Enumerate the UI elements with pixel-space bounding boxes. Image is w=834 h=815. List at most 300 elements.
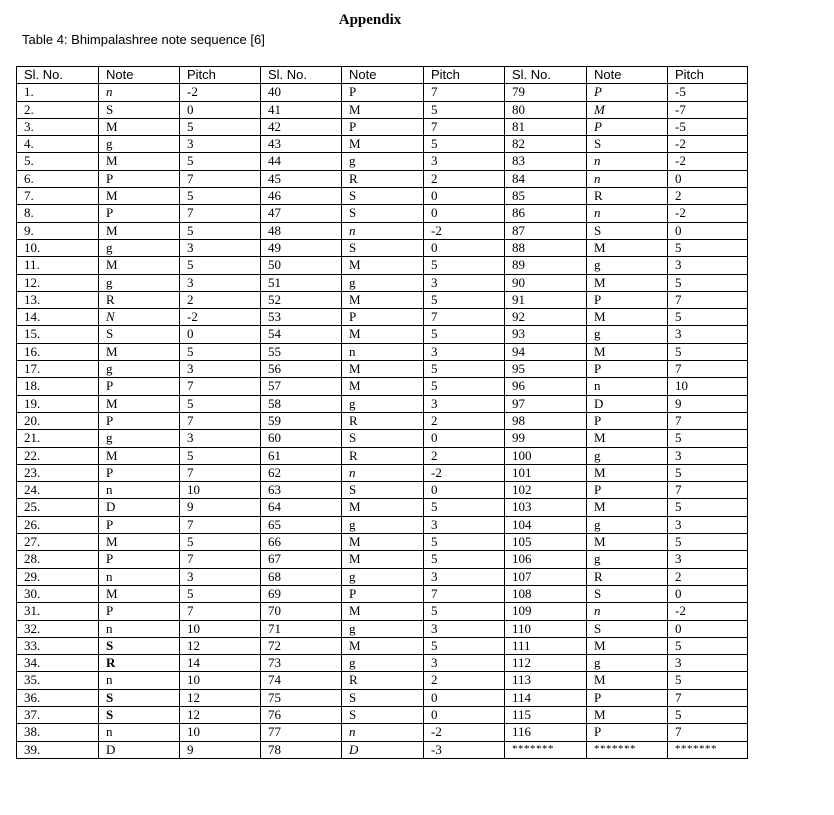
sl-no-cell: 114 [505,689,587,706]
sl-no-cell: 103 [505,499,587,516]
sl-no-cell: 28. [17,551,99,568]
pitch-cell: 0 [424,482,505,499]
pitch-cell: 0 [668,585,748,602]
sl-no-cell: 67 [261,551,342,568]
sl-no-cell: 61 [261,447,342,464]
note-cell: M [587,499,668,516]
sl-no-cell: 53 [261,309,342,326]
pitch-cell: 3 [668,326,748,343]
sl-no-cell: 60 [261,430,342,447]
note-cell: n [99,84,180,101]
note-cell: D [587,395,668,412]
pitch-cell: 5 [668,239,748,256]
pitch-cell: 5 [180,395,261,412]
pitch-cell: 7 [668,724,748,741]
pitch-cell: 7 [180,516,261,533]
table-row [17,482,748,499]
note-cell: g [342,153,424,170]
note-cell: P [99,378,180,395]
pitch-cell: ******* [668,741,748,758]
sl-no-cell: 98 [505,412,587,429]
sl-no-cell: 47 [261,205,342,222]
sl-no-cell: 17. [17,361,99,378]
note-cell: M [99,395,180,412]
pitch-cell: 5 [180,257,261,274]
note-cell: g [342,655,424,672]
pitch-cell: 10 [180,482,261,499]
sl-no-cell: 49 [261,239,342,256]
sl-no-cell: 91 [505,291,587,308]
pitch-cell: 7 [180,412,261,429]
pitch-cell: 5 [424,637,505,654]
pitch-cell: 5 [424,101,505,118]
pitch-cell: 10 [668,378,748,395]
note-cell: P [342,118,424,135]
sl-no-cell: 32. [17,620,99,637]
pitch-cell: 3 [424,343,505,360]
note-cell: M [587,343,668,360]
note-cell: g [587,516,668,533]
pitch-cell: 9 [180,499,261,516]
table-body [17,67,748,759]
note-cell: n [587,170,668,187]
pitch-cell: 5 [424,326,505,343]
pitch-cell: 7 [668,412,748,429]
pitch-cell: 3 [424,655,505,672]
pitch-cell: 3 [424,274,505,291]
note-cell: M [99,585,180,602]
sl-no-cell: 65 [261,516,342,533]
pitch-cell: 5 [424,603,505,620]
note-sequence-table [16,66,748,759]
note-cell: M [99,118,180,135]
note-cell: g [99,430,180,447]
pitch-cell: 12 [180,706,261,723]
pitch-cell: 7 [668,291,748,308]
table-row [17,603,748,620]
sl-no-cell: 71 [261,620,342,637]
note-cell: R [99,655,180,672]
pitch-cell: 5 [424,361,505,378]
pitch-cell: 5 [668,430,748,447]
note-cell: M [99,188,180,205]
sl-no-cell: 69 [261,585,342,602]
sl-no-cell: 108 [505,585,587,602]
pitch-cell: 0 [424,706,505,723]
sl-no-cell: 74 [261,672,342,689]
pitch-cell: 5 [424,291,505,308]
sl-no-cell: 105 [505,534,587,551]
pitch-cell: 3 [180,361,261,378]
note-cell: S [342,482,424,499]
sl-no-cell: 84 [505,170,587,187]
note-cell: n [342,343,424,360]
sl-no-cell: 100 [505,447,587,464]
note-cell: R [587,568,668,585]
sl-no-cell: 63 [261,482,342,499]
note-cell: P [99,603,180,620]
table-row [17,412,748,429]
pitch-cell: 7 [180,205,261,222]
note-cell: P [99,516,180,533]
note-cell: S [587,222,668,239]
sl-no-cell: 9. [17,222,99,239]
pitch-cell: 5 [668,274,748,291]
note-cell: g [587,326,668,343]
note-cell: P [587,412,668,429]
pitch-cell: 5 [180,188,261,205]
pitch-cell: 5 [668,672,748,689]
pitch-cell: 3 [424,568,505,585]
note-cell: n [342,464,424,481]
note-cell: R [99,291,180,308]
sl-no-cell: 88 [505,239,587,256]
note-cell: M [99,534,180,551]
sl-no-cell: 34. [17,655,99,672]
note-cell: n [587,205,668,222]
note-cell: R [342,170,424,187]
note-cell: P [587,361,668,378]
table-row [17,499,748,516]
note-cell: P [99,551,180,568]
sl-no-cell: 56 [261,361,342,378]
pitch-cell: 0 [424,430,505,447]
sl-no-cell: 68 [261,568,342,585]
sl-no-cell: 94 [505,343,587,360]
pitch-cell: 0 [180,101,261,118]
sl-no-cell: 36. [17,689,99,706]
note-cell: M [342,326,424,343]
sl-no-cell: 115 [505,706,587,723]
header-cell: Note [587,67,668,84]
sl-no-cell: 8. [17,205,99,222]
sl-no-cell: ******* [505,741,587,758]
sl-no-cell: 12. [17,274,99,291]
note-cell: S [99,637,180,654]
sl-no-cell: 24. [17,482,99,499]
pitch-cell: 2 [424,170,505,187]
sl-no-cell: 11. [17,257,99,274]
note-cell: g [587,551,668,568]
note-cell: n [587,153,668,170]
sl-no-cell: 40 [261,84,342,101]
note-cell: S [342,430,424,447]
pitch-cell: 7 [668,482,748,499]
sl-no-cell: 93 [505,326,587,343]
pitch-cell: 5 [424,136,505,153]
table-row [17,585,748,602]
sl-no-cell: 46 [261,188,342,205]
table-row [17,343,748,360]
pitch-cell: -2 [668,136,748,153]
sl-no-cell: 52 [261,291,342,308]
pitch-cell: 0 [424,689,505,706]
sl-no-cell: 25. [17,499,99,516]
note-cell: M [587,672,668,689]
note-cell: g [342,620,424,637]
pitch-cell: 5 [668,706,748,723]
note-cell: n [99,672,180,689]
pitch-cell: 2 [424,447,505,464]
note-cell: P [587,689,668,706]
sl-no-cell: 16. [17,343,99,360]
sl-no-cell: 4. [17,136,99,153]
pitch-cell: -5 [668,118,748,135]
note-cell: S [587,585,668,602]
note-cell: P [587,724,668,741]
note-cell: g [587,655,668,672]
table-row [17,395,748,412]
note-cell: P [342,84,424,101]
note-cell: M [99,447,180,464]
table-row [17,84,748,101]
note-cell: S [99,101,180,118]
pitch-cell: 10 [180,724,261,741]
pitch-cell: 5 [424,551,505,568]
sl-no-cell: 110 [505,620,587,637]
sl-no-cell: 73 [261,655,342,672]
pitch-cell: 5 [668,499,748,516]
sl-no-cell: 57 [261,378,342,395]
pitch-cell: 3 [424,395,505,412]
table-row [17,136,748,153]
sl-no-cell: 48 [261,222,342,239]
sl-no-cell: 99 [505,430,587,447]
note-cell: g [99,136,180,153]
table-row [17,326,748,343]
pitch-cell: 0 [668,222,748,239]
sl-no-cell: 76 [261,706,342,723]
pitch-cell: 2 [180,291,261,308]
pitch-cell: 3 [180,430,261,447]
pitch-cell: 3 [180,274,261,291]
table-row [17,724,748,741]
pitch-cell: 3 [668,655,748,672]
note-cell: n [99,724,180,741]
pitch-cell: 5 [668,309,748,326]
table-row [17,170,748,187]
sl-no-cell: 97 [505,395,587,412]
note-cell: n [99,482,180,499]
pitch-cell: 5 [424,499,505,516]
pitch-cell: 0 [668,170,748,187]
sl-no-cell: 109 [505,603,587,620]
sl-no-cell: 19. [17,395,99,412]
note-cell: M [587,430,668,447]
pitch-cell: 7 [424,309,505,326]
note-cell: P [342,585,424,602]
pitch-cell: 3 [424,620,505,637]
table-row [17,361,748,378]
pitch-cell: 2 [668,568,748,585]
header-cell: Pitch [668,67,748,84]
note-cell: n [99,620,180,637]
sl-no-cell: 116 [505,724,587,741]
pitch-cell: 3 [424,516,505,533]
note-cell: g [587,257,668,274]
note-cell: g [342,395,424,412]
sl-no-cell: 23. [17,464,99,481]
table-row [17,672,748,689]
pitch-cell: 7 [180,464,261,481]
table-row [17,205,748,222]
note-cell: g [342,568,424,585]
pitch-cell: -2 [180,309,261,326]
note-cell: M [342,361,424,378]
sl-no-cell: 29. [17,568,99,585]
table-row [17,378,748,395]
sl-no-cell: 96 [505,378,587,395]
pitch-cell: 12 [180,689,261,706]
note-cell: M [342,101,424,118]
table-row [17,464,748,481]
pitch-cell: -2 [668,205,748,222]
note-cell: R [342,412,424,429]
sl-no-cell: 112 [505,655,587,672]
sl-no-cell: 41 [261,101,342,118]
note-cell: S [587,620,668,637]
table-row [17,655,748,672]
note-cell: g [587,447,668,464]
sl-no-cell: 33. [17,637,99,654]
note-cell: S [342,188,424,205]
pitch-cell: 7 [180,170,261,187]
pitch-cell: 5 [180,222,261,239]
pitch-cell: 9 [668,395,748,412]
pitch-cell: 5 [180,447,261,464]
sl-no-cell: 113 [505,672,587,689]
table-row [17,239,748,256]
sl-no-cell: 38. [17,724,99,741]
pitch-cell: 5 [180,118,261,135]
table-row [17,689,748,706]
sl-no-cell: 13. [17,291,99,308]
pitch-cell: -2 [424,724,505,741]
note-cell: n [99,568,180,585]
pitch-cell: 5 [668,637,748,654]
note-cell: P [99,412,180,429]
header-cell: Sl. No. [261,67,342,84]
pitch-cell: 0 [180,326,261,343]
pitch-cell: 5 [668,464,748,481]
note-cell: D [342,741,424,758]
table-row [17,291,748,308]
note-cell: M [342,291,424,308]
sl-no-cell: 45 [261,170,342,187]
pitch-cell: 3 [180,568,261,585]
table-row [17,222,748,239]
table-row [17,309,748,326]
pitch-cell: 3 [668,551,748,568]
note-cell: M [587,637,668,654]
sl-no-cell: 20. [17,412,99,429]
sl-no-cell: 58 [261,395,342,412]
pitch-cell: -2 [424,464,505,481]
table-caption: Table 4: Bhimpalashree note sequence [6] [22,32,265,47]
header-cell: Pitch [180,67,261,84]
sl-no-cell: 92 [505,309,587,326]
sl-no-cell: 26. [17,516,99,533]
pitch-cell: -5 [668,84,748,101]
sl-no-cell: 90 [505,274,587,291]
pitch-cell: 12 [180,637,261,654]
note-cell: M [587,534,668,551]
pitch-cell: 5 [180,534,261,551]
table-row [17,637,748,654]
pitch-cell: -3 [424,741,505,758]
table-row [17,741,748,758]
table-row [17,257,748,274]
table-row [17,118,748,135]
note-cell: ******* [587,741,668,758]
table-row [17,516,748,533]
note-cell: M [99,153,180,170]
table-row [17,188,748,205]
note-cell: M [342,603,424,620]
sl-no-cell: 1. [17,84,99,101]
note-cell: P [99,464,180,481]
note-cell: M [342,637,424,654]
table-row [17,568,748,585]
note-cell: S [99,689,180,706]
note-cell: M [342,257,424,274]
sl-no-cell: 55 [261,343,342,360]
note-cell: g [99,239,180,256]
pitch-cell: 3 [668,516,748,533]
sl-no-cell: 107 [505,568,587,585]
header-cell: Pitch [424,67,505,84]
pitch-cell: 2 [424,412,505,429]
sl-no-cell: 106 [505,551,587,568]
pitch-cell: -2 [668,603,748,620]
sl-no-cell: 5. [17,153,99,170]
pitch-cell: 3 [180,136,261,153]
sl-no-cell: 102 [505,482,587,499]
sl-no-cell: 62 [261,464,342,481]
sl-no-cell: 89 [505,257,587,274]
sl-no-cell: 80 [505,101,587,118]
note-cell: R [587,188,668,205]
pitch-cell: 5 [180,343,261,360]
sl-no-cell: 35. [17,672,99,689]
sl-no-cell: 64 [261,499,342,516]
table-row [17,430,748,447]
table-row [17,534,748,551]
sl-no-cell: 3. [17,118,99,135]
note-cell: n [342,222,424,239]
note-cell: M [587,274,668,291]
note-cell: M [342,551,424,568]
pitch-cell: 9 [180,741,261,758]
sl-no-cell: 59 [261,412,342,429]
sl-no-cell: 51 [261,274,342,291]
sl-no-cell: 85 [505,188,587,205]
sl-no-cell: 104 [505,516,587,533]
pitch-cell: 10 [180,672,261,689]
pitch-cell: 0 [424,205,505,222]
sl-no-cell: 31. [17,603,99,620]
sl-no-cell: 72 [261,637,342,654]
pitch-cell: -2 [668,153,748,170]
pitch-cell: 3 [668,447,748,464]
sl-no-cell: 2. [17,101,99,118]
sl-no-cell: 7. [17,188,99,205]
pitch-cell: 7 [180,378,261,395]
pitch-cell: 7 [424,84,505,101]
pitch-cell: 0 [424,188,505,205]
sl-no-cell: 83 [505,153,587,170]
sl-no-cell: 10. [17,239,99,256]
